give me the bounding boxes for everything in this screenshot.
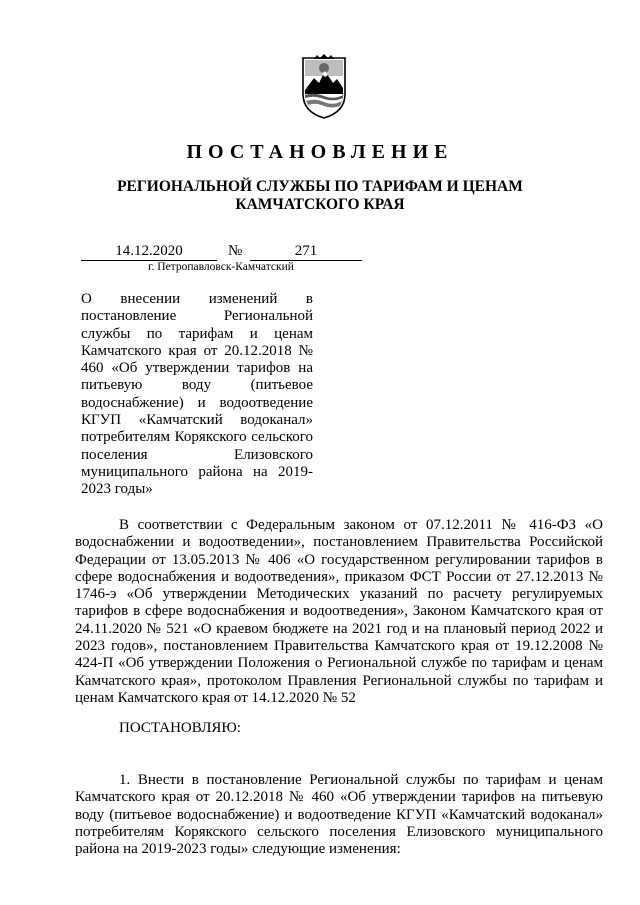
document-subject: О внесении изменений в постановление Региональной службы по тарифам и ценам Камчатского края от 20.12.2018 № 460 «Об утверждении тарифов на питьевую воду (питьевое водоснабжение) и водоотведение КГУП «Камчатский водоканал» потребителям Корякского сельского поселения Елизовского муниципального района на 2019-2023 годы» bbox=[81, 291, 313, 498]
authority-line-2: КАМЧАТСКОГО КРАЯ bbox=[235, 196, 405, 213]
document-type-title: ПОСТАНОВЛЕНИЕ bbox=[186, 141, 454, 163]
document-number: 271 bbox=[250, 242, 362, 261]
issue-city: г. Петропавловск-Камчатский bbox=[148, 261, 294, 273]
document-date: 14.12.2020 bbox=[81, 242, 217, 261]
issuing-authority bbox=[0, 178, 640, 214]
preamble-paragraph: В соответствии с Федеральным законом от 07.12.2011 № 416-ФЗ «О водоснабжении и водоотведении», постановлением Правительства Российской Федерации от 13.05.2013 № 406 «О государственном регулировании тарифов в сфере водоснабжения и водоотведения», приказом ФСТ России от 27.12.2013 № 1746-э «Об утверждении Методических указаний по расчету регулируемых тарифов в сфере водоснабжения и водоотведения», Законом Камчатского края от 24.11.2020 № 521 «О краевом бюджете на 2021 год и на плановый период 2022 и 2023 годов», постановлением Правительства Камчатского края от 19.12.2008 № 424-П «Об утверждении Положения о Региональной службе по тарифам и ценам Камчатского края», протоколом Правления Региональной службы по тарифам и ценам Камчатского края от 14.12.2020 № 52 bbox=[75, 517, 603, 706]
authority-line-1: РЕГИОНАЛЬНОЙ СЛУЖБЫ ПО ТАРИФАМ И ЦЕНАМ bbox=[117, 178, 523, 195]
coat-of-arms-icon bbox=[300, 54, 348, 120]
clause-1-paragraph: 1. Внести в постановление Региональной службы по тарифам и ценам Камчатского края от 20.12.2018 № 460 «Об утверждении тарифов на питьевую воду (питьевое водоснабжение) и водоотведение КГУП «Камчатский водоканал» потребителям Корякского сельского поселения Елизовского муниципального района на 2019-2023 годы» следующие изменения: bbox=[75, 772, 603, 858]
number-sign: № bbox=[228, 243, 243, 259]
resolve-heading: ПОСТАНОВЛЯЮ: bbox=[119, 720, 241, 736]
